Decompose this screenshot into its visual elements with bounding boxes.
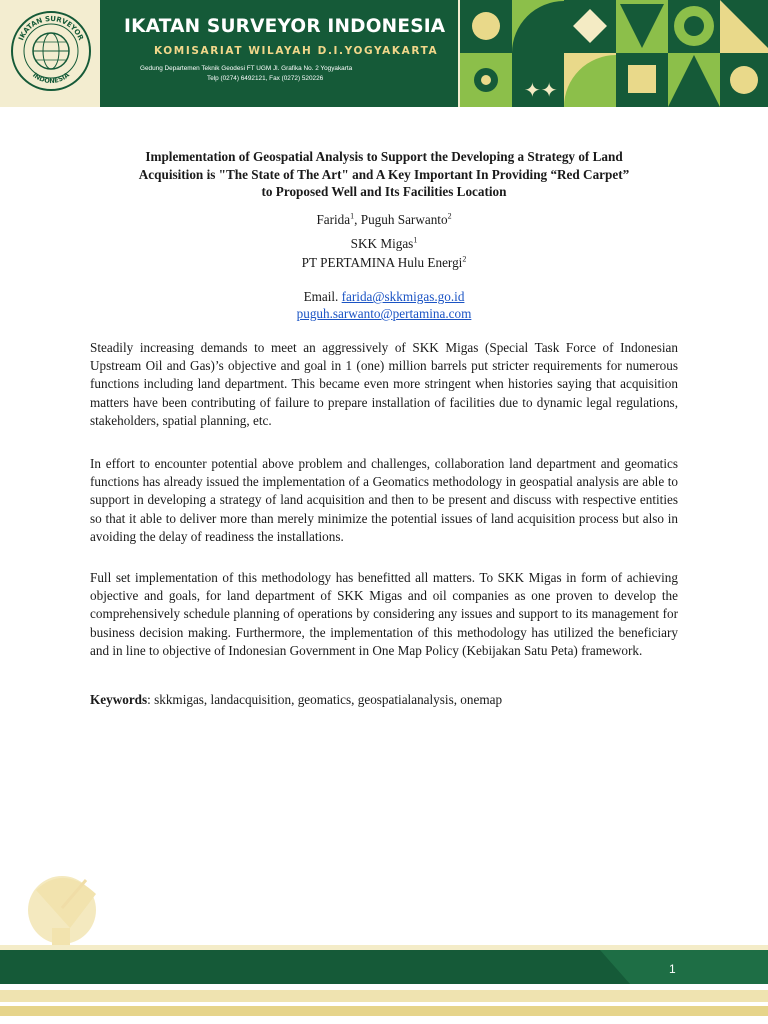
email-line [90, 306, 678, 322]
author-name: Puguh Sarwanto [360, 212, 448, 227]
keywords-label: Keywords [90, 692, 148, 707]
title-line: Acquisition is "The State of The Art" and A Key Important In Providing “Red Carpet” [138, 166, 630, 182]
email-link[interactable]: farida@skkmigas.go.id [341, 289, 465, 304]
affiliation [90, 236, 678, 252]
email-link[interactable]: puguh.sarwanto@pertamina.com [296, 306, 472, 321]
abstract-paragraph: In effort to encounter potential above problem and challenges, collaboration land department and geomatics functions has already issued the implementation of a Geomatics methodology in geospatial analysis are able to support in developing a strategy of land acquisition and then to be present and discuss with respective entities so that it able to deliver more than merely minimize the potential issues of land acquisition process but also in avoiding the delay of readiness the installations. [90, 456, 678, 544]
affiliation-mark: 1 [413, 235, 418, 245]
keywords-line [90, 692, 678, 708]
author-separator: , [354, 212, 361, 227]
abstract-paragraph: Full set implementation of this methodology has benefitted all matters. To SKK Migas in form of achieving objective and goals, for land department of SKK Migas and oil companies as one proven to develop the comprehensively schedule planning of operations by considering any issues and support to its management for business decision making. Furthermore, the implementation of this methodology has utilized the beneficiary and in line to objective of Indonesian Government in One Map Policy (Kebijakan Satu Peta) framework. [90, 570, 678, 658]
svg-text:IKATAN SURVEYOR: IKATAN SURVEYOR [17, 14, 85, 42]
author-name: Farida [316, 212, 351, 227]
email-line [90, 289, 678, 305]
email-label: Email. [303, 289, 342, 304]
title-line: to Proposed Well and Its Facilities Location [261, 184, 507, 199]
title-line: Implementation of Geospatial Analysis to Support the Developing a Strategy of Land [145, 149, 623, 164]
organization-address: Gedung Departemen Teknik Geodesi FT UGM Jl. Grafika No. 2 Yogyakarta [140, 65, 353, 72]
affiliation-mark: 2 [462, 254, 467, 264]
abstract-paragraph: Steadily increasing demands to meet an aggressively of SKK Migas (Special Task Force of Indonesian Upstream Oil and Gas)’s objective and goal in 1 (one) million barrels put stricter requirements for numerous functions including land department. This became even more stringent when histories saying that acquisition matters have been contributing of failure to prepare installation of facilities due to dynamic legal regulations, stakeholders, spatial planning, etc. [90, 340, 678, 428]
geometric-pattern-decoration [460, 0, 768, 107]
affiliation-name: PT PERTAMINA Hulu Energi [301, 255, 463, 270]
organization-commissariat: KOMISARIAT WILAYAH D.I.YOGYAKARTA [154, 45, 439, 57]
organization-phone: Telp (0274) 6492121, Fax (0272) 520226 [207, 75, 324, 82]
author-list [90, 212, 678, 228]
organization-logo-icon [10, 10, 92, 92]
author-affiliation-mark: 2 [447, 211, 452, 221]
keywords-list: : skkmigas, landacquisition, geomatics, geospatialanalysis, onemap [147, 692, 503, 707]
affiliation [90, 255, 678, 271]
organization-name: IKATAN SURVEYOR INDONESIA [124, 16, 446, 37]
page-number: 1 [669, 962, 676, 976]
author-affiliation-mark: 1 [350, 211, 355, 221]
footer-decoration [0, 850, 768, 1024]
svg-text:✦✦: ✦✦ [524, 78, 558, 102]
affiliation-name: SKK Migas [350, 236, 414, 251]
paper-title [90, 148, 678, 201]
letterhead-banner [0, 0, 768, 107]
svg-text:INDONESIA: INDONESIA [31, 70, 71, 86]
